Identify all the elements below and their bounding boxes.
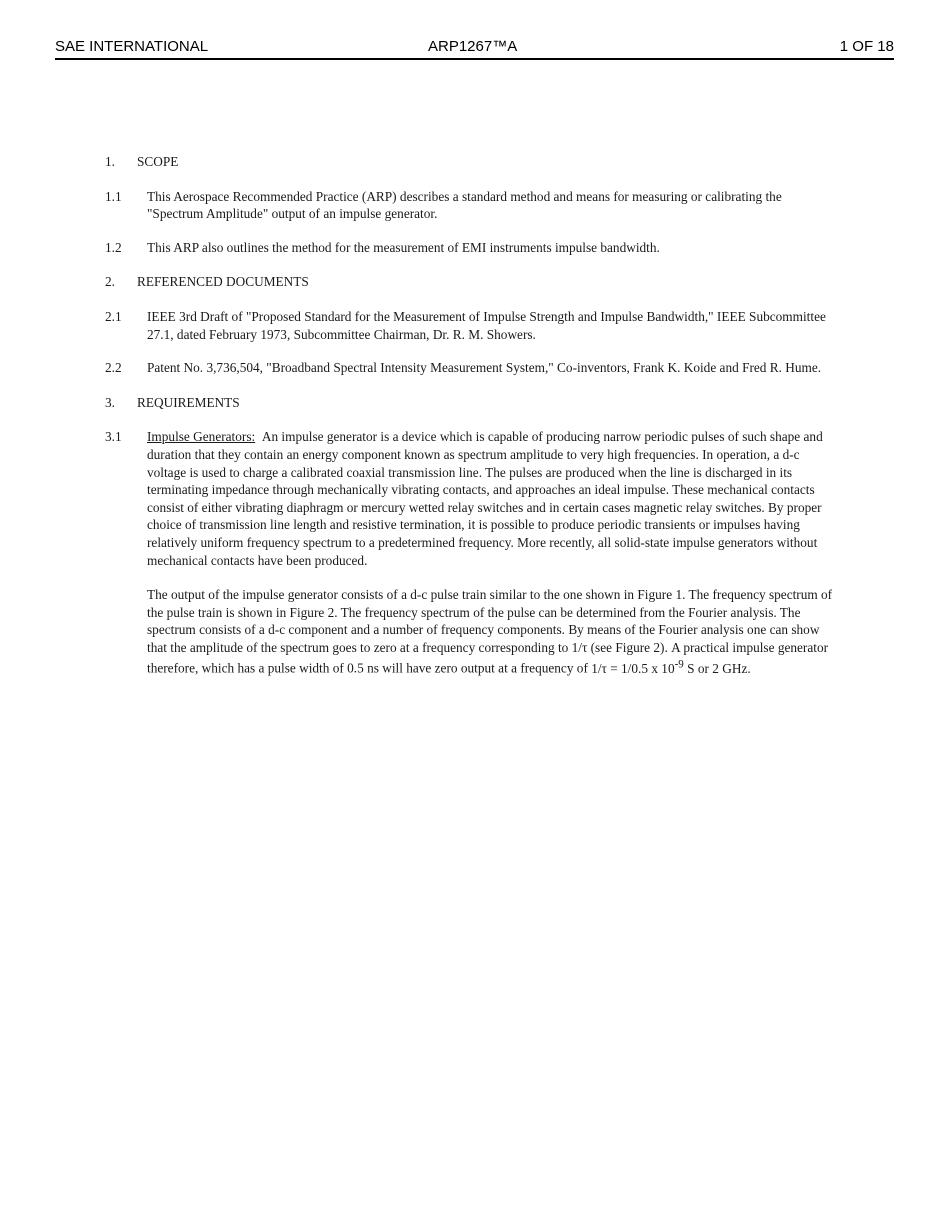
paragraph-number: 3.1 (105, 429, 122, 445)
paragraph-text: An impulse generator is a device which is capable of producing narrow periodic pulses of such shape and duration that they contain an energy component known as spectrum amplitude to very high frequencies. In operation, a d-c voltage is used to charge a calibrated coaxial transmission line. The pulses are produced when the line is discharged in its terminating impedance through mechanically vibrating contacts, and approaches an ideal impulse. These mechanical contacts consist of either vibrating diaphragm or mercury wetted relay switches and in certain cases magnetic relay switches. By proper choice of transmission line length and resistive termination, it is possible to produce periodic transients or impulses having relatively uniform frequency spectrum to a predetermined frequency. More recently, all solid-state impulse generators without mechanical contacts have been produced. (147, 429, 823, 568)
section-scope-heading (105, 153, 845, 171)
section-requirements-heading (105, 394, 845, 412)
paragraph-2-1 (105, 308, 845, 343)
paragraph-1-1 (105, 188, 845, 223)
formula-tail: S or 2 GHz. (687, 660, 751, 676)
section-number: 3. (105, 394, 115, 410)
section-number: 1. (105, 154, 115, 169)
paragraph-3-1 (105, 428, 845, 569)
formula-lead: 1/τ = 1/0.5 x 10 (591, 660, 675, 676)
header-document-number: ARP1267™A (428, 38, 518, 55)
paragraph-2-2 (105, 359, 845, 377)
header-publisher: SAE INTERNATIONAL (55, 38, 209, 55)
paragraph-number: 1.1 (105, 188, 122, 204)
section-title: SCOPE (137, 154, 179, 169)
formula-exponent: -9 (674, 658, 684, 671)
paragraph-text: Patent No. 3,736,504, "Broadband Spectral Intensity Measurement System," Co-inventors, Frank K. Koide and Fred R. Hume. (147, 360, 822, 376)
paragraph-text: IEEE 3rd Draft of "Proposed Standard for the Measurement of Impulse Strength and Impulse Bandwidth," IEEE Subcommittee 27.1, dated February 1973, Subcommittee Chairman, Dr. R. M. Showers. (147, 308, 826, 342)
paragraph-1-2 (105, 239, 845, 257)
paragraph-3-1-continued (105, 586, 845, 677)
section-title: REQUIREMENTS (137, 394, 240, 410)
paragraph-text: This ARP also outlines the method for the measurement of EMI instruments impulse bandwidth. (147, 239, 660, 255)
document-body (105, 153, 845, 677)
paragraph-number: 2.2 (105, 360, 122, 376)
page-header (55, 38, 894, 60)
paragraph-text: This Aerospace Recommended Practice (ARP) describes a standard method and means for measuring or calibrating the "Spectrum Amplitude" output of an impulse generator. (147, 188, 782, 222)
section-title: REFERENCED DOCUMENTS (137, 274, 309, 290)
paragraph-number: 1.2 (105, 239, 122, 255)
header-page-number: 1 OF 18 (839, 38, 894, 55)
frequency-formula (591, 658, 751, 676)
section-referenced-documents-heading (105, 273, 845, 291)
paragraph-heading: Impulse Generators: (147, 429, 256, 445)
section-number: 2. (105, 274, 115, 290)
paragraph-text: The output of the impulse generator consists of a d-c pulse train similar to the one shown in Figure 1. The frequency spectrum of the pulse train is shown in Figure 2. The frequency spectrum of the pulse can be determined from the Fourier analysis. The spectrum consists of a d-c component and a number of frequency components. By means of the Fourier analysis one can show that the amplitude of the spectrum goes to zero at a frequency corresponding to 1/τ (see Figure 2). A practical impulse generator therefore, which has a pulse width of 0.5 ns will have zero output at a frequency of (147, 587, 833, 676)
paragraph-number: 2.1 (105, 308, 122, 324)
